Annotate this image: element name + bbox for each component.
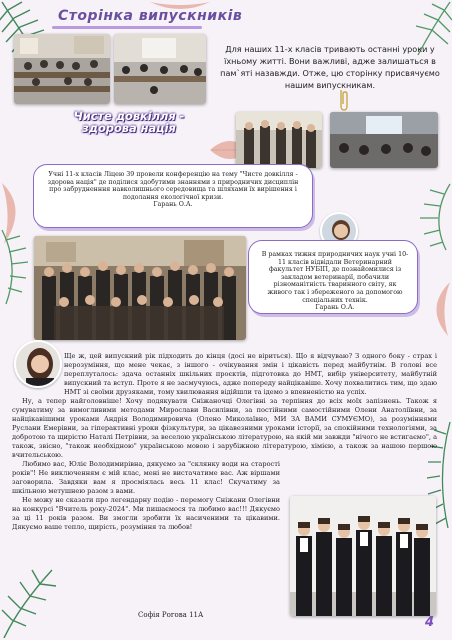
students-group-photo xyxy=(236,112,322,168)
vet-faculty-note-author: Гарань О.А. xyxy=(315,304,355,312)
article-paragraph-4: Не можу не сказати про легендарну подію - перемогу Сніжани Олегівни на конкурсі "Вчитель року-2024". Ми пишаємося та любимо вас!!! Дякуємо за ці 11 років разом. Ви змогли зробити їх насиченими та цікавими. Дякуємо ваше тепло, щирість, розуміння та любов! xyxy=(12,496,280,531)
intro-text: Для наших 11-х класів тривають останні уроки у їхньому житті. Вони важливі, адже залишаться в пам`яті назавжди. Отже, цю сторінку присвячуємо нашим випускникам. xyxy=(220,44,440,90)
conference-note xyxy=(33,164,313,228)
graduates-photo xyxy=(290,496,436,616)
page-number: 4 xyxy=(424,615,434,630)
conference-note-author: Гарань О.А. xyxy=(153,201,193,209)
museum-group-photo xyxy=(34,236,246,340)
title-underline xyxy=(52,26,202,29)
classroom-photo-1 xyxy=(14,34,110,104)
pink-leaf-right-icon xyxy=(422,278,452,338)
conference-note-text: Учні 11-х класів Ліцею 39 провели конференцію на тему "Чисте довкілля - здорова нація" де поділися здобутими знаннями з природничих дисциплін про забрудненння навколишнього середовища та шляхами їх вирішення і подолання екологічної кризи. xyxy=(47,171,299,201)
green-leaf-left-icon xyxy=(0,226,34,306)
green-leaf-right-icon xyxy=(412,182,452,252)
article-paragraph-3: Любимо вас, Юліє Володимирівна, дякуємо за "склянку води на старості років"! Не виключенням є мій клас, мені не вистачатиме вас. Аж віршами заговорила. Завдяки вам я просміялась весь 11 клас! Скучатиму за шкільною метушнею разом з вами. xyxy=(12,460,280,495)
paper-clip-icon xyxy=(336,88,352,112)
article-paragraph-1: Ще ж, цей випускний рік підходить до кінця (досі не віриться). Що я відчуваю? З одного боку - страх і нерозуміння, що мене чекає, з іншого - очікування змін і цікавість перед майбутнім. В голові все переплуталось: здача останніх шкільних проєктів, підготовка до НМТ, вибір університету, майбутній випускний та вступ. Проте я не засмучуюсь, адже попереду найцікавіше. Хочу похвалитись тим, що здаю НМТ зі своїми друзяками, тому хвилювання відійшли та ідемо з впевненістю на успіх. xyxy=(64,352,437,396)
vet-faculty-note-text: В рамках тижня природничих наук учні 10-11 класів відвідали Ветеринарний факультет НУБІП, де познайомилися із закладом ветеринарії, побачили різноманітність тваринного світу, як живого так і збереженого за допомогою спеціальних технік. xyxy=(261,251,409,304)
article-signature: Софія Рогова 11А xyxy=(138,611,204,619)
section-headline: Чисте довкілля - здорова нація xyxy=(73,109,185,135)
palm-leaf-bottom-left-icon xyxy=(0,560,60,640)
lecture-photo xyxy=(330,112,438,168)
article-paragraph-2: Ну, а тепер найголовніше! Хочу подякувати Сніжаночці Олегівні за терпіння до всіх моїх запізнень. Також я сумуватиму за вимогливими методами Мирослави Василівни, за постійними самостійними Олени Анатоліївни, за найцікавішими уроками Андрія Володимировича (Олено Миколаївно, МИ ЗА ВАМИ СУМУЄМО), за розуміннями Руслани Емерівни, за гіперактивні уроки фізкультури, за цікавезними уроками історії, за спокійними технологіями, за добротою та щирістю Наталі Петрівни, за веселою українською літературою, на якій ми завжди "нічого не встигаємо", а також, звісно, "також необхідною" українською мовою і зарубіжною літературою, хімією, а також за нашою першою вчительською. xyxy=(12,397,438,459)
classroom-photo-2 xyxy=(114,34,206,104)
page-title: Сторінка випускників xyxy=(58,8,243,24)
vet-faculty-note xyxy=(248,240,418,314)
